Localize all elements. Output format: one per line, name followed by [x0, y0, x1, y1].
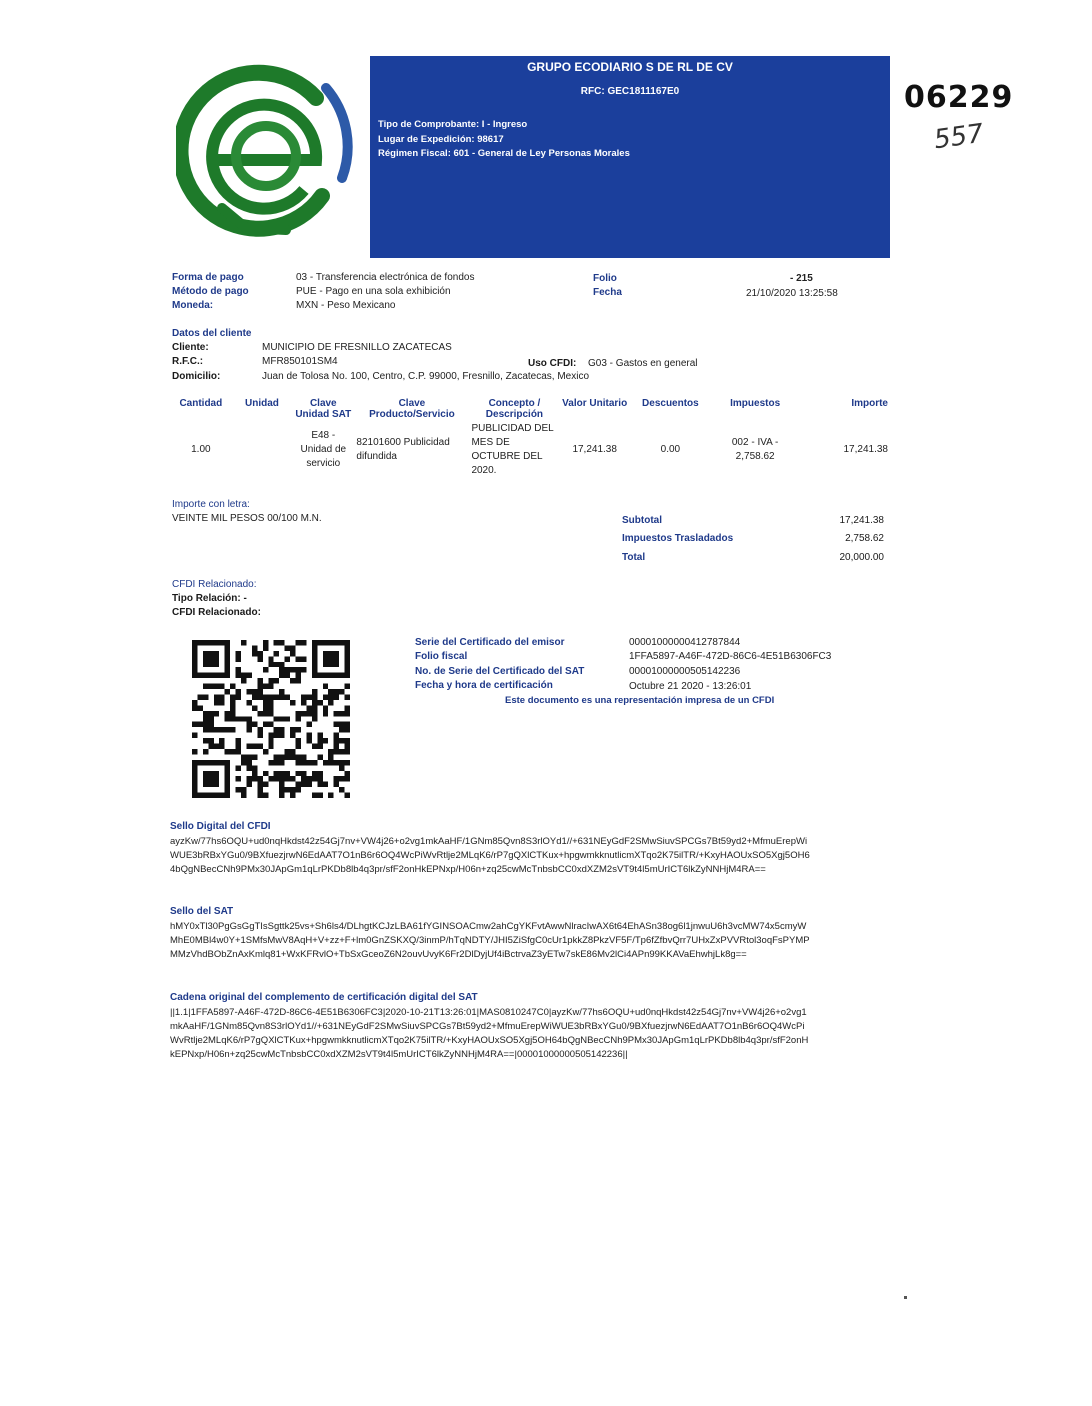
- sello-sat-title: Sello del SAT: [170, 906, 234, 917]
- cell-descuentos: 0.00: [660, 444, 681, 455]
- scan-speck: [904, 1296, 907, 1299]
- forma-pago-label: Forma de pago: [172, 272, 244, 283]
- cell-unidad: [232, 420, 292, 480]
- cell-importe: 17,241.38: [843, 444, 888, 455]
- client-section-title: Datos del cliente: [172, 328, 252, 339]
- company-logo-icon: [176, 58, 356, 244]
- total-value: 20,000.00: [839, 552, 884, 563]
- sello-sat-text: hMY0xTl30PgGsGgTIsSgttk25vs+Sh6ls4/DLhgtKCJzLBA61fYGINSOACmw2ahCgYKFvtAwwNlracIwAX6t64EhASn38og6l1jnwuU6h3vcMW74x5cmyWMhE0MBl4w0Y+1SMfsMwV8AqH+V+zz+F+lm0GnZSKXQ/3inmP/hTqNDTY/JHI5ZiSfgC0cUr1pkkZ8PkzVF5F/Tp6fZfbvQrr7UHxZxPVVRtol3oqFsPYMPMMzVhdBObZnAxKmlq81+WxKFRvlO+TbSxGceoZ6N2ouvUvyK6Fr2DlDyjUf4iBctrvaZ3yETw7skE86Mv2lCi4APn99KKAVaEhwhjLk8g==: [170, 921, 810, 960]
- header-concepto: Concepto / Descripción: [485, 398, 544, 420]
- handwritten-number-2: 557: [932, 118, 986, 156]
- fecha-certificacion-label: Fecha y hora de certificación: [415, 680, 553, 691]
- cell-valor-unitario: 17,241.38: [572, 444, 617, 455]
- header-valor-unitario: Valor Unitario: [562, 398, 628, 409]
- lugar-expedicion: Lugar de Expedición: 98617: [378, 134, 504, 145]
- cell-clave-unidad: E48 - Unidad de servicio: [300, 430, 347, 469]
- cadena-original-text: ||1.1|1FFA5897-A46F-472D-86C6-4E51B6306FC3|2020-10-21T13:26:01|MAS0810247C0|ayzKw/77hs6OQU+ud0nqHkdst42z54Gj7nv+VW4j26+o2vg1mkAaHF/1GNm85Qvn8S3rlOYd1//+631NEyGdF2SMwSiuvSPCGs7Bt59yd2+MfmuErepWiWUE3bRBxYGu0/9BXfuezjrwN6EdAAT7O1nB6r6OQ4WcPiWvRtlje2MLqK6/rP7gQXlCTKux+hpgwmkknutlicmXTqo2K75ilTR/+KxyHAOUxSO5Xgj5OH64bQgNBecCNh9PMx30JApGm1qLrPKDb8lb4q3pr/sfF2onHkEPNxp/H06n+zq25cwMcTnbsbCC0xdXZM2sVT9t4l5mUrICT6lkZyNNHjM4RA==|00001000000505142236||: [170, 1007, 809, 1060]
- fecha-label: Fecha: [593, 287, 622, 298]
- moneda-label: Moneda:: [172, 300, 214, 311]
- cell-clave-producto: 82101600 Publicidad difundida: [356, 437, 450, 462]
- header-impuestos: Impuestos: [730, 398, 781, 409]
- serie-emisor-label: Serie del Certificado del emisor: [415, 637, 565, 648]
- client-rfc-value: MFR850101SM4: [262, 356, 338, 367]
- cell-cantidad: 1.00: [191, 444, 211, 455]
- domicilio-value: Juan de Tolosa No. 100, Centro, C.P. 99000, Fresnillo, Zacatecas, Mexico: [262, 371, 590, 382]
- folio-fiscal-label: Folio fiscal: [415, 651, 468, 662]
- header-importe: Importe: [851, 398, 888, 409]
- impuestos-trasladados-value: 2,758.62: [845, 533, 884, 544]
- fecha-value: 21/10/2020 13:25:58: [746, 288, 838, 299]
- cadena-original-title: Cadena original del complemento de certificación digital del SAT: [170, 992, 478, 1003]
- sello-cfdi-title: Sello Digital del CFDI: [170, 821, 271, 832]
- handwritten-annotation: [904, 80, 1014, 180]
- cfdi-relacionado-title: CFDI Relacionado:: [172, 579, 257, 590]
- cliente-label: Cliente:: [172, 342, 209, 353]
- folio-label: Folio: [593, 273, 617, 284]
- regimen-fiscal: Régimen Fiscal: 601 - General de Ley Personas Morales: [378, 148, 630, 159]
- amount-words-label: Importe con letra:: [172, 499, 250, 510]
- moneda-value: MXN - Peso Mexicano: [296, 300, 396, 311]
- serie-sat-value: 00001000000505142236: [629, 666, 741, 677]
- cell-concepto: PUBLICIDAD DEL MES DE OCTUBRE DEL 2020.: [471, 423, 554, 476]
- header-clave-producto: Clave Producto/Servicio: [369, 398, 455, 420]
- items-header-row: [170, 398, 890, 420]
- serie-sat-label: No. de Serie del Certificado del SAT: [415, 666, 585, 677]
- domicilio-label: Domicilio:: [172, 371, 221, 382]
- serie-emisor-value: 00001000000412787844: [629, 637, 741, 648]
- forma-pago-value: 03 - Transferencia electrónica de fondos: [296, 272, 475, 283]
- table-row: [170, 420, 890, 480]
- cell-impuestos: 002 - IVA - 2,758.62: [731, 437, 779, 462]
- cliente-value: MUNICIPIO DE FRESNILLO ZACATECAS: [262, 342, 452, 353]
- tipo-comprobante: Tipo de Comprobante: I - Ingreso: [378, 119, 528, 130]
- company-name: GRUPO ECODIARIO S DE RL DE CV: [527, 60, 733, 74]
- qr-code-icon: [192, 640, 350, 798]
- header-descuentos: Descuentos: [642, 398, 699, 409]
- subtotal-value: 17,241.38: [839, 515, 884, 526]
- header-clave-unidad: Clave Unidad SAT: [295, 398, 352, 420]
- issuer-rfc: RFC: GEC1811167E0: [580, 86, 680, 97]
- handwritten-number: 06229: [904, 80, 1014, 115]
- items-table: [170, 398, 890, 480]
- cfdi-notice: Este documento es una representación impresa de un CFDI: [505, 695, 775, 706]
- folio-value: - 215: [790, 273, 813, 284]
- impuestos-trasladados-label: Impuestos Trasladados: [622, 533, 734, 544]
- folio-fiscal-value: 1FFA5897-A46F-472D-86C6-4E51B6306FC3: [629, 651, 832, 662]
- client-rfc-label: R.F.C.:: [172, 356, 204, 367]
- fecha-certificacion-value: Octubre 21 2020 - 13:26:01: [629, 681, 752, 692]
- tipo-relacion: Tipo Relación: -: [172, 593, 247, 604]
- uso-cfdi-value: G03 - Gastos en general: [588, 358, 698, 369]
- header-cantidad: Cantidad: [179, 398, 223, 409]
- header-unidad: Unidad: [244, 398, 279, 409]
- amount-words-value: VEINTE MIL PESOS 00/100 M.N.: [172, 513, 322, 524]
- total-label: Total: [622, 552, 646, 563]
- cfdi-relacionado-label: CFDI Relacionado:: [172, 607, 261, 618]
- uso-cfdi-label: Uso CFDI:: [528, 358, 577, 369]
- metodo-pago-label: Método de pago: [172, 286, 249, 297]
- sello-cfdi-text: ayzKw/77hs6OQU+ud0nqHkdst42z54Gj7nv+VW4j26+o2vg1mkAaHF/1GNm85Qvn8S3rlOYd1//+631NEyGdF2SMwSiuvSPCGs7Bt59yd2+MfmuErepWiWUE3bRBxYGu0/9BXfuezjrwN6EdAAT7O1nB6r6OQ4WcPiWvRtlje2MLqK6/rP7gQXlCTKux+hpgwmkknutlicmXTqo2K75ilTR/+KxyHAOUxSO5Xgj5OH64bQgNBecCNh9PMx30JApGm1qLrPKDb8lb4q3pr/sfF2onHkEPNxp/H06n+zq25cwMcTnbsbCC0xdXZM2sVT9t4l5mUrICT6lkZyNNHjM4RA==: [170, 836, 810, 875]
- metodo-pago-value: PUE - Pago en una sola exhibición: [296, 286, 451, 297]
- subtotal-label: Subtotal: [622, 515, 662, 526]
- issuer-header: [370, 56, 890, 258]
